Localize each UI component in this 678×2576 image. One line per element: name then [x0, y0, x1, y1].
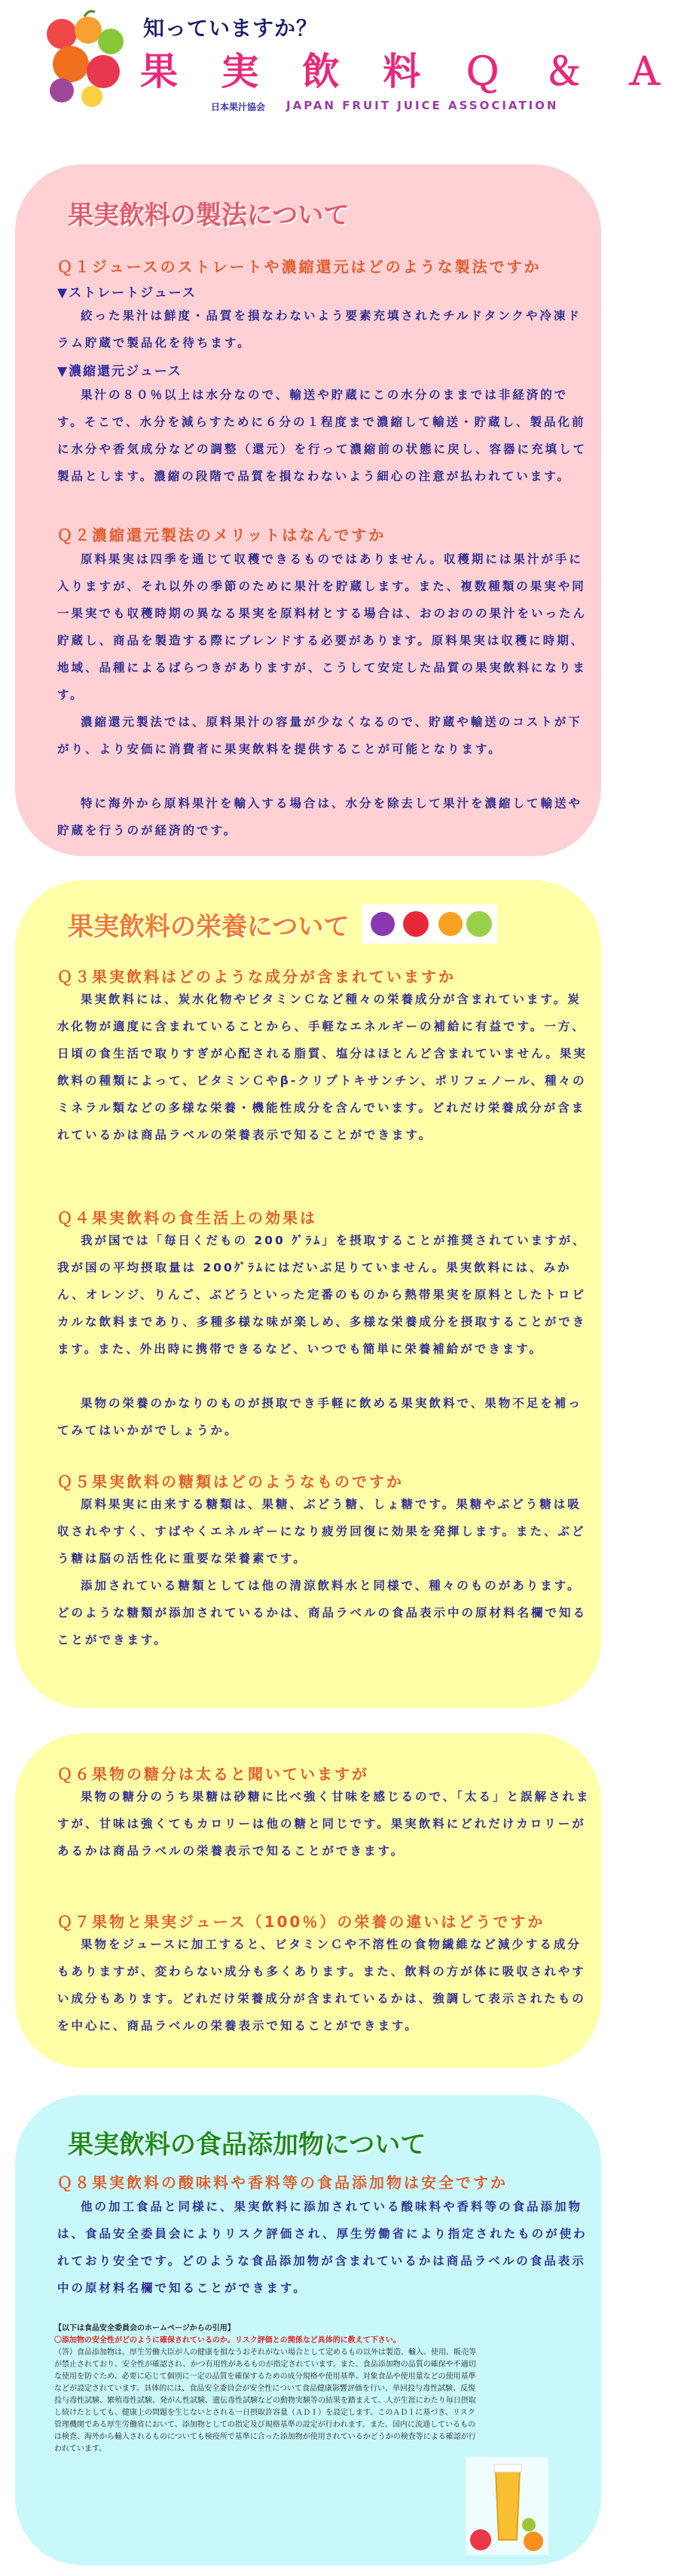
page-title: 果 実 飲 料 Ｑ ＆ Ａ	[140, 50, 678, 93]
answer-paragraph: 原料果実に由来する糖類は、果糖、ぶどう糖、しょ糖です。果糖やぶどう糖は吸収されやすく、すばやくエネルギーになり疲労回復に効果を発揮します。また、ぶどう糖は脳の活性化に重要な栄養素です。	[57, 1498, 586, 1565]
question-3: Ｑ３果実飲料はどのような成分が含まれていますか	[57, 968, 456, 986]
answer-paragraph: 添加されている糖類としては他の清涼飲料水と同様で、種々のものがあります。どのような糖類が添加されているかは、商品ラベルの食品表示中の原材料名欄で知ることができます。	[57, 1579, 588, 1647]
section-title: 果実飲料の製法について	[68, 200, 350, 231]
answer-paragraph: 特に海外から原料果汁を輸入する場合は、水分を除去して果汁を濃縮して輸送や貯蔵を行うのが経済的です。	[57, 797, 583, 837]
section-nutrition-2	[15, 1733, 601, 2068]
section-title: 果実飲料の栄養について	[68, 912, 350, 942]
subheading-straight: ▼ストレートジュース	[57, 286, 197, 301]
answer-paragraph: 絞った果汁は鮮度・品質を損なわないよう要素充填されたチルドタンクや冷凍ドラム貯蔵で製品化を待ちます。	[57, 309, 582, 350]
question-5: Ｑ５果実飲料の糖類はどのようなものですか	[57, 1473, 404, 1491]
section-nutrition	[15, 880, 601, 1708]
section-title: 果実飲料の食品添加物について	[68, 2130, 426, 2160]
juice-glass-icon	[466, 2457, 548, 2555]
question-7: Ｑ７果物と果実ジュース（100％）の栄養の違いはどうですか	[57, 1913, 545, 1931]
answer-paragraph: 果物をジュースに加工すると、ビタミンＣや不溶性の食物繊維など減少する成分もありますが、変わらない成分も多くあります。また、飲料の方が体に吸収されやすい成分もあります。どれだけ栄養成分が含まれているかは、強調して表示されたものを中心に、商品ラベルの栄養表示で知ることができます。	[57, 1938, 586, 2033]
quoted-note	[54, 2323, 476, 2455]
section-production	[15, 164, 601, 856]
answer-paragraph: 果汁の８０％以上は水分なので、輸送や貯蔵にこの水分のままでは非経済的です。そこで、水分を減らすために６分の１程度まで濃縮して輸送・貯蔵し、製品化前に水分や香気成分などの調整（還元）を行って濃縮前の状態に戻し、容器に充填して製品とします。濃縮の段階で品質を損なわないよう細心の注意が払われています。	[57, 388, 588, 483]
quote-body: （答）食品添加物は、厚生労働大臣が人の健康を損なうおそれがない場合として定めるもの以外は製造、輸入、使用、販売等が禁止されており、安全性が確認され、かつ有用性があるものが指定されています。また、食品添加物の品質の確保や不適切な使用を防ぐため、必要に応じて個別に一定の品質を確保するための成分規格や使用基準、対象食品や使用量などの使用基準などが設定されています。具体的には、食品安全委員会が安全性について食品健康影響評価を行い、単回投与毒性試験、反復投与毒性試験、繁殖毒性試験、発がん性試験、遺伝毒性試験などの動物実験等の結果を踏まえて、人が生涯にわたり毎日摂取し続けたとしても、健康上の問題を生じないとされる一日摂取許容量（ＡＤＩ）を設定します。このＡＤＩに基づき、リスク管理機関である厚生労働省において、添加物としての指定及び規格基準の設定が行われます。また、国内に流通しているものは検査、海外から輸入されるものについても検疫所で基準に合った添加物が使用されているかどうかの検査等による確認が行われています。	[54, 2348, 476, 2453]
question-4: Ｑ４果実飲料の食生活上の効果は	[57, 1209, 317, 1227]
question-2: Ｑ２濃縮還元製法のメリットはなんですか	[57, 526, 386, 544]
answer-paragraph: 原料果実は四季を通じて収穫できるものではありません。収穫期には果汁が手に入りますが、それ以外の季節のために果汁を貯蔵します。また、複数種類の果実や同一果実でも収穫時期の異なる果実を原料材とする場合は、おのおのの果汁をいったん貯蔵し、商品を製造する際にブレンドする必要があります。原料果実は収穫に時期、地域、品種によるばらつきがありますが、こうして安定した品質の果実飲料になります。	[57, 552, 588, 702]
tagline: 知っていますか？	[143, 16, 319, 41]
answer-paragraph: 他の加工食品と同様に、果実飲料に添加されている酸味料や香料等の食品添加物は、食品安全委員会によりリスク評価され、厚生労働省により指定されたものが使われており安全です。どのような食品添加物が含まれているかは商品ラベルの食品表示中の原材料名欄で知ることができます。	[57, 2200, 588, 2295]
question-6: Ｑ６果物の糖分は太ると聞いていますが	[57, 1765, 369, 1783]
question-8: Ｑ８果実飲料の酸味料や香料等の食品添加物は安全ですか	[57, 2174, 508, 2192]
answer-paragraph: 我が国では「毎日くだもの 200 ｸﾞﾗﾑ」を摂取することが推奨されていますが、我が国の平均摂取量は 200ｸﾞﾗﾑにはだいぶ足りていません。果実飲料には、みかん、オレンジ、りんご、ぶどうといった定番のものから熱帯果実を原料としたトロピカルな飲料まであり、多種多様な味が楽しめ、多様な栄養成分を摂取することができます。また、外出時に携帯できるなど、いつでも簡単に栄養補給ができます。	[57, 1234, 587, 1356]
subheading-concentrate: ▼濃縮還元ジュース	[57, 364, 182, 379]
section-additives	[15, 2095, 601, 2565]
fruit-basket-icon	[39, 8, 128, 109]
answer-paragraph: 果物の栄養のかなりのものが摂取でき手軽に飲める果実飲料で、果物不足を補ってみてはいかがでしょうか。	[57, 1397, 582, 1437]
page-header	[0, 0, 678, 128]
answer-paragraph: 果物の糖分のうち果糖は砂糖に比べ強く甘味を感じるので、「太る」と誤解されますが、甘味は強くてもカロリーは他の糖と同じです。果実飲料にどれだけカロリーがあるかは商品ラベルの栄養表示で知ることができます。	[57, 1790, 591, 1858]
fruit-icons	[362, 897, 497, 950]
quote-heading: 【以下は食品安全委員会のホームページからの引用】	[54, 2324, 235, 2333]
answer-paragraph: 果実飲料には、炭水化物やビタミンＣなど種々の栄養成分が含まれています。炭水化物が適度に含まれていることから、手軽なエネルギーの補給に有益です。一方、日頃の食生活で取りすぎが心配される脂質、塩分はほとんど含まれていません。果実飲料の種類によって、ビタミンＣやβ-クリプトキサンチン、ポリフェノール、種々のミネラル類などの多様な栄養・機能性成分を含んでいます。どれだけ栄養成分が含まれているかは商品ラベルの栄養表示で知ることができます。	[57, 993, 588, 1142]
org-name-jp: 日本果汁協会	[211, 102, 266, 112]
org-name-en: JAPAN FRUIT JUICE ASSOCIATION	[286, 99, 559, 112]
quote-question: 〇添加物の安全性がどのように確保されているのか。リスク評価との関係など具体的に教えて下さい。	[54, 2336, 401, 2345]
answer-paragraph: 濃縮還元製法では、原料果汁の容量が少なくなるので、貯蔵や輸送のコストが下がり、より安価に消費者に果実飲料を提供することが可能となります。	[57, 715, 582, 756]
question-1: Ｑ１ジュースのストレートや濃縮還元はどのような製法ですか	[57, 258, 542, 276]
